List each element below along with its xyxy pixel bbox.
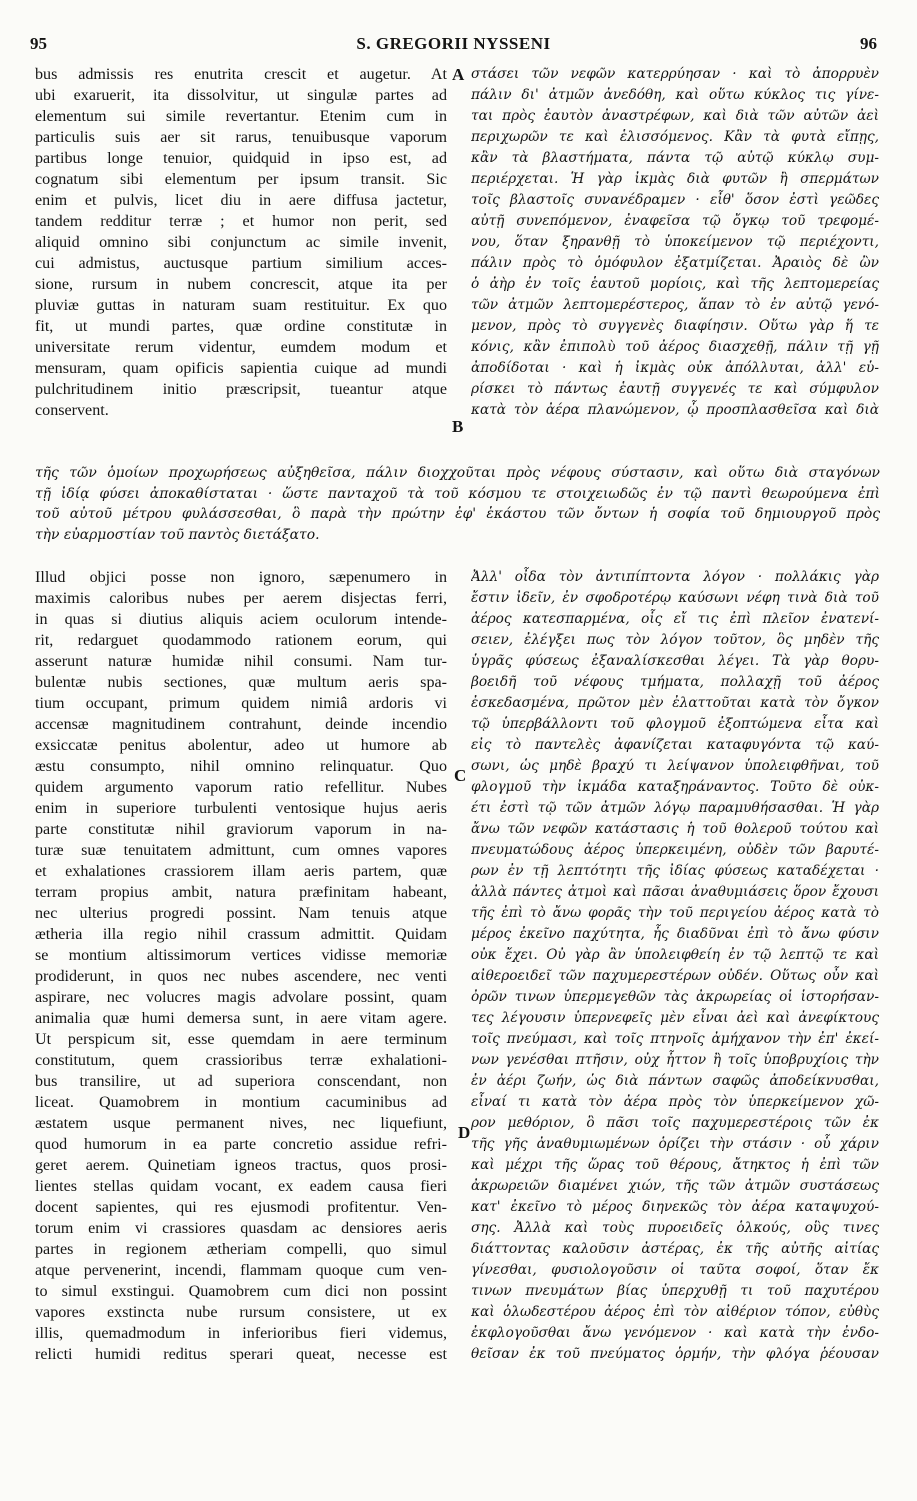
text-line: cui admistus, auctusque partium similium acces- [35,255,447,272]
text-line: in quas si diutius aliquis aciem oculorum intende- [35,611,447,628]
section-marker-d: D [458,1123,471,1142]
text-line: τοῦ αὐτοῦ μέτρου φυλάσσεσθαι, ὃ παρὰ τὴν πρώτην ἐφ' ἑκάστου τῶν ὄντων ἡ σοφία τοῦ δημιουργοῦ πρὸς [35,506,880,523]
text-line: pluviæ guttas in naturam suam restituitur. Ex quo [35,297,447,314]
text-line: maximis caloribus nubes per aerem disjectas ferri, [35,590,447,607]
text-line: ρον μεθόριον, ὃ πᾶσι τοῖς παχυμερεστέροις τῶν ἐκ [471,1115,879,1131]
section-marker-a: A [452,65,465,84]
text-line: vapores exstincta nube rursum consistere, ut ex [35,1304,447,1321]
text-line: Ἀλλ' οἶδα τὸν ἀντιπίπτοντα λόγον · πολλάκις γὰρ [471,569,879,585]
text-line: terram propius ambit, natura præfinitam habeant, [35,884,447,901]
text-line: exsiccatæ penitus abolentur, adeo ut humore ab [35,737,447,754]
text-line: partibus longe tenuior, quidquid in ipso est, ad [35,150,447,167]
text-line: καὶ ὁλωδεστέρου ἀέρος ἐπὶ τὸν αἰθέριον τόπον, εὐθὺς [471,1304,879,1320]
text-line: τῇ ἰδίᾳ φύσει ἀποκαθίσταται · ὥστε πανταχοῦ τὰ τοῦ κόσμου τε στοιχειωδῶς ἐν τῷ παντὶ θεωρούμενα ἐπὶ [35,485,880,502]
text-line: tium occupant, primum quidem nimiâ ardoris vi [35,695,447,712]
greek-column-top [471,64,879,421]
text-line: æstatem usque permanent nives, nec liquefiunt, [35,1115,447,1132]
text-line: turæ suæ tenuitatem admittunt, cum omnes vapores [35,842,447,859]
text-line: μενον, πρὸς τὸ συγγενὲς διαφίησιν. Οὕτω γὰρ ἥ τε [471,318,879,334]
text-line: ἔστιν ἰδεῖν, ἐν σφοδροτέρῳ καύσωνι νέφη τινὰ διὰ τοῦ [471,590,879,606]
text-line: εἰς τὸ παντελὲς ἀφανίζεται καταφυγόντα τῷ καύ- [471,737,879,753]
section-marker-b: B [452,417,464,436]
text-line: Ut perspicum sit, esse quemdam in aere terminum [35,1031,447,1048]
text-line: ἐν ἀέρι ζωήν, ὡς διὰ πάντων σαφῶς ἀποδείκνυσθαι, [471,1073,879,1089]
text-line: περιχωρῶν τε καὶ ἑλισσόμενος. Κἂν τὰ φυτὰ εἴπῃς, [471,129,879,145]
text-line: relicti humidi reditus sperari queat, necesse est [35,1346,447,1363]
text-line: πάλιν πρὸς τὸ ὁμόφυλον ἐξατμίζεται. Ἀραιὸς δὲ ὢν [471,255,879,271]
text-line: σειεν, ἐλέγξει πως τὸν λόγον τοῦτον, ὃς μηδὲν τῆς [471,632,879,648]
text-line: οὐκ ἔχει. Οὐ γὰρ ἂν ὑπολειφθείη ἐν τῷ λεπτῷ τε καὶ [471,947,879,963]
text-line: τὴν εὐαρμοστίαν τοῦ παντὸς διετάξατο. [35,526,320,543]
text-line: τοῖς βλαστοῖς συνανέδραμεν · εἶθ' ὅσον ἐστὶ γεῶδες [471,192,879,208]
text-line: particulis suis aer sit rarus, tenuibusque vaporum [35,129,447,146]
text-line: nec ulterius progredi possint. Nam tenuis atque [35,905,447,922]
text-line: τῆς γῆς ἀναθυμιωμένων ὁρίζει τὴν στάσιν · οὗ χάριν [471,1136,879,1152]
text-line: accensæ magnitudinem contrahunt, deinde incendio [35,716,447,733]
text-line: enim in superiore turbulenti ventosique hujus aeris [35,800,447,817]
text-line: constitutum, quem crassioribus terræ exhalationi- [35,1052,447,1069]
text-line: κόνις, κἂν ἐπιπολὺ τοῦ ἀέρος διασχεθῇ, πάλιν τῇ γῇ [471,339,879,355]
text-line: tandem redditur terræ ; et humor non perit, sed [35,213,447,230]
text-line: πνευματώδους ἀέρος ὑπερκειμένη, οὐδὲν τῶν βαρυτέ- [471,842,879,858]
text-line: ρίσκει τὸ πάντως ἑαυτῇ συγγενές τε καὶ σύμφυλον [471,381,879,397]
text-line: τῶν ἀτμῶν λεπτομερέστερος, ἅπαν τὸ ἐν αὐτῷ γενό- [471,297,879,313]
text-line: aspirare, nec volucres magis advolare possint, quam [35,989,447,1006]
text-line: partes in regionem ætheriam compelli, quo simul [35,1241,447,1258]
text-line: ἀποδίδοται · καὶ ἡ ἰκμὰς οὐκ ἀπόλλυται, ἀλλ' εὑ- [471,360,879,376]
text-line: ὁ ἀὴρ ἐν τοῖς ἑαυτοῦ μορίοις, καὶ τῆς λεπτομερείας [471,276,879,292]
text-line: æstu consumpto, nihil omnino relinquatur. Quo [35,758,447,775]
text-line: ρων ἐν τῇ λεπτότητι τῆς ἰδίας φύσεως καταδέχεται · [471,863,879,879]
text-line: animalia quæ humi demersa sunt, in aere vitam agere. [35,1010,447,1027]
latin-column-top [35,64,447,421]
text-line: σης. Ἀλλὰ καὶ τοὺς πυροειδεῖς ὁλκούς, οὓς τινες [471,1220,879,1236]
text-line: θεῖσαν ἐκ τοῦ πνεύματος ὁρμήν, τὴν φλόγα ῥέουσαν [471,1346,879,1362]
greek-full-width-passage [35,463,880,545]
text-line: parte constitutæ nihil graviorum vaporum in na- [35,821,447,838]
text-line: cognatum sibi elementum per ipsum transit. Sic [35,171,447,188]
running-title: S. GREGORII NYSSENI [356,34,551,53]
text-line: έτι ἐστὶ τῷ τῶν ἀτμῶν λόγῳ παραμυθήσασθαι. Ἡ γὰρ [471,800,879,816]
text-line: ἄνω τῶν νεφῶν κατάστασις ἡ τοῦ θολεροῦ τούτου καὶ [471,821,879,837]
text-line: sione, rursum in nubem concrescit, atque ita per [35,276,447,293]
text-line: elementum sui simile revertantur. Etenim cum in [35,108,447,125]
text-line: περιέρχεται. Ἡ γὰρ ἰκμὰς διὰ φυτῶν ἢ σπερμάτων [471,171,879,187]
text-line: διάττοντας καλοῦσιν ἀστέρας, ἐκ τῆς αὐτῆς αἰτίας [471,1241,879,1257]
text-line: liceat. Quamobrem in montium cacuminibus ad [35,1094,447,1111]
text-line: to simul exstingui. Quamobrem cum dici non possint [35,1283,447,1300]
text-line: geret aerem. Quinetiam igneos tractus, quos prosi- [35,1157,447,1174]
text-line: γίνεσθαι, φυσιολογοῦσιν οἱ ταῦτα σοφοί, ὅταν ἔκ [471,1262,879,1278]
text-line: rit, redarguet quodammodo rationem eorum, qui [35,632,447,649]
text-line: bus admissis res enutrita crescit et augetur. At [35,66,447,83]
text-line: enim et pulvis, licet diu in aere diffusa jactetur, [35,192,447,209]
text-line: universitate rerum videntur, eumdem modum et [35,339,447,356]
text-line: atque pervenerint, incendi, flammam quoque cum ven- [35,1262,447,1279]
text-line: illis, quemadmodum in inferioribus fieri videmus, [35,1325,447,1342]
section-marker-c: C [454,766,467,785]
text-line: torum enim vi crassiores quasdam ac densiores aeris [35,1220,447,1237]
text-line: lientes stellas quidam vocant, ex eadem causa fieri [35,1178,447,1195]
text-line: τες λέγουσιν ὑπερνεφεῖς μὲν εἶναι ἀεὶ καὶ ἀνεφίκτους [471,1010,879,1026]
text-line: ubi exaruerit, ita dissolvitur, ut singulæ partes ad [35,87,447,104]
text-line: βοειδῆ τοῦ νέφους τμήματα, πολλαχῇ τοῦ ἀέρος [471,674,879,690]
latin-column-bottom [35,567,447,1365]
text-line: εἶναί τι κατὰ τὸν ἀέρα πρὸς τὸν ὑπερκείμενον χῶ- [471,1094,879,1110]
text-line: κἂν τὰ βλαστήματα, πάντα τῷ αὐτῷ κύκλῳ συμ- [471,150,879,166]
text-line: μέρος ἐκεῖνο παχύτητα, ἧς διαδῦναι ἐπὶ τὸ ἄνω φύσιν [471,926,879,942]
text-line: κατὰ τὸν ἀέρα πλανώμενον, ᾧ προσπλασθεῖσα καὶ διὰ [471,402,879,418]
greek-column-bottom [471,567,879,1365]
text-line: στάσει τῶν νεφῶν κατερρύησαν · καὶ τὸ ἀπορρυὲν [471,66,879,82]
text-line: pulchritudinem initio præscripsit, tueantur atque [35,381,447,398]
text-line: καὶ μέχρι τῆς ὥρας τοῦ θέρους, ἄτηκτος ἡ ἐπὶ τῶν [471,1157,879,1173]
text-line: mensuram, quam opificis sapientia cuique ad mundi [35,360,447,377]
text-line: ἐκφλογοῦσθαι ἄνω γενόμενον · καὶ κατὰ τὴν ἐνδο- [471,1325,879,1341]
text-line: ætheria illa regio nihil crassum admittit. Quidam [35,926,447,943]
text-line: prodiderunt, in quos nec nubes ascendere, nec venti [35,968,447,985]
text-line: asserunt naturæ humidæ nihil consumi. Nam tur- [35,653,447,670]
text-line: ὀρῶν τινων ὑπερμεγεθῶν τὰς ἀκρωρείας οἱ ἱστορήσαν- [471,989,879,1005]
page-number-right: 96 [860,34,877,53]
text-line: se montium altissimorum vertices vidisse memoriæ [35,947,447,964]
text-line: τοῖς πνεύμασι, καὶ τοῖς πτηνοῖς ἀμήχανον τὴν ἐπ' ἐκεί- [471,1031,879,1047]
text-line: conservent. [35,402,109,419]
text-line: quod humorum in ea parte concretio assidue refri- [35,1136,447,1153]
text-line: ἐσκεδασμένα, πρῶτον μὲν ἐλαττοῦται κατὰ τὸν ὄγκον [471,695,879,711]
text-line: bus transilire, ut ad superiora conscendant, non [35,1073,447,1090]
text-line: σωνι, ὡς μηδὲ βραχύ τι λείψανον ὑπολειφθῆναι, τοῦ [471,758,879,774]
text-line: κατ' ἐκεῖνο τὸ μέρος διηνεκῶς τὸν ἀέρα καταψυχού- [471,1199,879,1215]
text-line: φλογμοῦ τὴν ἰκμάδα καταξηράναντος. Τοῦτο δὲ οὐκ- [471,779,879,795]
text-line: bulentæ nubis sectiones, quæ multum aeris spa- [35,674,447,691]
text-line: aliquid omnino sibi conjunctum ac simile invenit, [35,234,447,251]
text-line: ται πρὸς ἑαυτὸν ἀναστρέφων, καὶ διὰ τῶν αὐτῶν ἀεὶ [471,108,879,124]
text-line: τῆς ἐπὶ τὸ ἄνω φορᾶς τὴν τοῦ περιγείου ἀέρος κατὰ τὸ [471,905,879,921]
text-line: ἀέρος κατεσπαρμένα, οἷς εἴ τις ἐπὶ πλεῖον ἐνατενί- [471,611,879,627]
text-line: docent sapientes, qui res ejusmodi profitentur. Ven- [35,1199,447,1216]
text-line: τῷ ὑπερβάλλοντι τοῦ φλογμοῦ ἐξοπτώμενα εἶτα καὶ [471,716,879,732]
text-line: αἰθεροειδεῖ τῶν παχυμερεστέρων οὐδέν. Οὕτως οὖν καὶ [471,968,879,984]
text-line: Illud objici posse non ignoro, sæpenumero in [35,569,447,586]
text-line: et exhalationes crassiorem illam aeris partem, quæ [35,863,447,880]
text-line: ἀκρωρειῶν διαμένει χιών, τῆς τῶν ἀτμῶν συστάσεως [471,1178,879,1194]
text-line: quidem argumento vaporum ratio refellitur. Nubes [35,779,447,796]
text-line: ἀλλὰ πάντες ἀτμοὶ καὶ πᾶσαι ἀναθυμιάσεις ὅρον ἔχουσι [471,884,879,900]
text-line: fit, ut mundi partes, quæ ordine constitutæ in [35,318,447,335]
text-line: πάλιν δι' ἀτμῶν ἀνεδόθη, καὶ οὕτω κύκλος τις γίνε- [471,87,879,103]
text-line: νου, ὅταν ξηρανθῇ τὸ ὑποκείμενον τῷ περιέχοντι, [471,234,879,250]
running-header [30,34,877,58]
text-line: τινων πνευμάτων βίας ὑπερχυθῇ τι τοῦ παχυτέρου [471,1283,879,1299]
text-line: αὐτῇ συνεπόμενον, ἐναφεῖσα τῷ ὄγκῳ τοῦ τρεφομέ- [471,213,879,229]
text-line: νων γενέσθαι πτῆσιν, οὐχ ἧττον ἢ τοῖς ὑποβρυχίοις τὴν [471,1052,879,1068]
text-line: τῆς τῶν ὁμοίων προχωρήσεως αὐξηθεῖσα, πάλιν διοχχοῦται πρὸς νέφους σύστασιν, καὶ οὕτω διὰ σταγόνων [35,465,880,481]
page-number-left: 95 [30,34,47,53]
text-line: ὑγρᾶς φύσεως ἐξαναλίσκεσθαι λέγει. Τὰ γὰρ θορυ- [471,653,879,669]
